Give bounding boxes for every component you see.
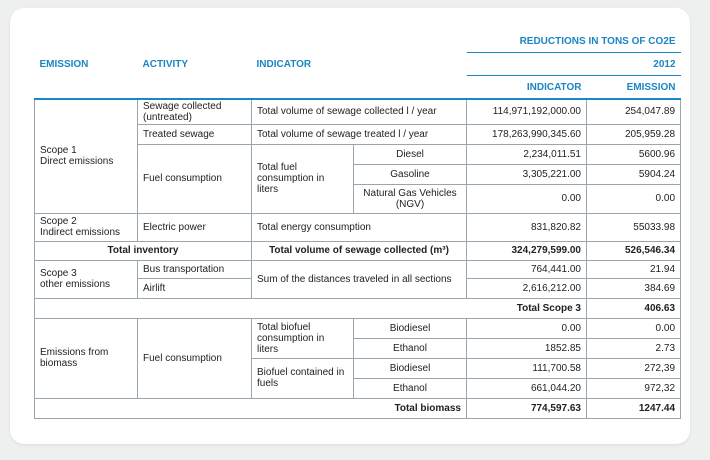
total-scope3-value: 406.63 bbox=[587, 298, 681, 318]
table-row bbox=[35, 318, 681, 338]
activity-cell: Fuel consumption bbox=[138, 144, 252, 213]
indicator-cell: Total volume of sewage collected l / year bbox=[252, 99, 467, 124]
indicator-value: 3,305,221.00 bbox=[467, 164, 587, 184]
scope2-label: Scope 2 Indirect emissions bbox=[35, 213, 138, 241]
header-emission: EMISSION bbox=[39, 58, 89, 70]
fuel-name: Biodiesel bbox=[354, 358, 467, 378]
header-reductions: REDUCTIONS IN TONS OF CO2E bbox=[467, 30, 681, 53]
total-scope3-row bbox=[35, 298, 681, 318]
scope1-label: Scope 1 Direct emissions bbox=[35, 99, 138, 213]
activity-cell: Fuel consumption bbox=[138, 318, 252, 398]
indicator-value: 2,616,212.00 bbox=[467, 278, 587, 298]
emission-value: 55033.98 bbox=[587, 213, 681, 241]
indicator-cell: Total fuel consumption in liters bbox=[252, 144, 354, 213]
table-row bbox=[35, 213, 681, 241]
fuel-name: Gasoline bbox=[354, 164, 467, 184]
indicator-cell: Total biofuel consumption in liters bbox=[252, 318, 354, 358]
indicator-value: 111,700.58 bbox=[467, 358, 587, 378]
biomass-label: Emissions from biomass bbox=[35, 318, 138, 398]
emission-value: 1247.44 bbox=[587, 398, 681, 418]
emission-value: 272,39 bbox=[587, 358, 681, 378]
activity-cell: Treated sewage bbox=[138, 124, 252, 144]
indicator-value: 831,820.82 bbox=[467, 213, 587, 241]
header-row-bottom bbox=[35, 76, 681, 100]
header-col-indicator: INDICATOR bbox=[467, 76, 587, 100]
emission-value: 384.69 bbox=[587, 278, 681, 298]
indicator-value: 764,441.00 bbox=[467, 260, 587, 278]
table-row bbox=[35, 99, 681, 124]
total-scope3-label: Total Scope 3 bbox=[35, 298, 587, 318]
indicator-value: 0.00 bbox=[467, 184, 587, 213]
emission-value: 0.00 bbox=[587, 318, 681, 338]
total-inventory-row bbox=[35, 241, 681, 260]
total-inventory-label: Total inventory bbox=[35, 241, 252, 260]
indicator-cell: Biofuel contained in fuels bbox=[252, 358, 354, 398]
total-biomass-row bbox=[35, 398, 681, 418]
indicator-value: 2,234,011.51 bbox=[467, 144, 587, 164]
total-biomass-label: Total biomass bbox=[35, 398, 467, 418]
emission-value: 972,32 bbox=[587, 378, 681, 398]
report-card bbox=[10, 8, 690, 444]
indicator-cell: Sum of the distances traveled in all sections bbox=[252, 260, 467, 298]
emission-value: 526,546.34 bbox=[587, 241, 681, 260]
indicator-value: 114,971,192,000.00 bbox=[467, 99, 587, 124]
fuel-name: Biodiesel bbox=[354, 318, 467, 338]
indicator-value: 661,044.20 bbox=[467, 378, 587, 398]
indicator-value: 0.00 bbox=[467, 318, 587, 338]
indicator-value: 1852.85 bbox=[467, 338, 587, 358]
indicator-value: 324,279,599.00 bbox=[467, 241, 587, 260]
fuel-name: Natural Gas Vehicles (NGV) bbox=[354, 184, 467, 213]
indicator-cell: Total energy consumption bbox=[252, 213, 467, 241]
fuel-name: Ethanol bbox=[354, 338, 467, 358]
header-col-emission: EMISSION bbox=[587, 76, 681, 100]
activity-cell: Electric power bbox=[138, 213, 252, 241]
indicator-cell: Total volume of sewage treated l / year bbox=[252, 124, 467, 144]
fuel-name: Ethanol bbox=[354, 378, 467, 398]
fuel-name: Diesel bbox=[354, 144, 467, 164]
emission-value: 21.94 bbox=[587, 260, 681, 278]
header-indicator: INDICATOR bbox=[256, 58, 312, 70]
header-activity: ACTIVITY bbox=[142, 58, 189, 70]
emissions-table bbox=[34, 30, 681, 419]
activity-cell: Sewage collected (untreated) bbox=[138, 99, 252, 124]
header-row-mid bbox=[35, 53, 681, 76]
emission-value: 2.73 bbox=[587, 338, 681, 358]
total-inventory-indicator: Total volume of sewage collected (m³) bbox=[252, 241, 467, 260]
emission-value: 5600.96 bbox=[587, 144, 681, 164]
emission-value: 0.00 bbox=[587, 184, 681, 213]
indicator-value: 774,597.63 bbox=[467, 398, 587, 418]
activity-cell: Airlift bbox=[138, 278, 252, 298]
activity-cell: Bus transportation bbox=[138, 260, 252, 278]
scope3-label: Scope 3 other emissions bbox=[35, 260, 138, 298]
emission-value: 254,047.89 bbox=[587, 99, 681, 124]
emission-value: 5904.24 bbox=[587, 164, 681, 184]
header-row-top bbox=[35, 30, 681, 53]
table-row bbox=[35, 260, 681, 278]
emission-value: 205,959.28 bbox=[587, 124, 681, 144]
header-year: 2012 bbox=[467, 53, 681, 76]
indicator-value: 178,263,990,345.60 bbox=[467, 124, 587, 144]
